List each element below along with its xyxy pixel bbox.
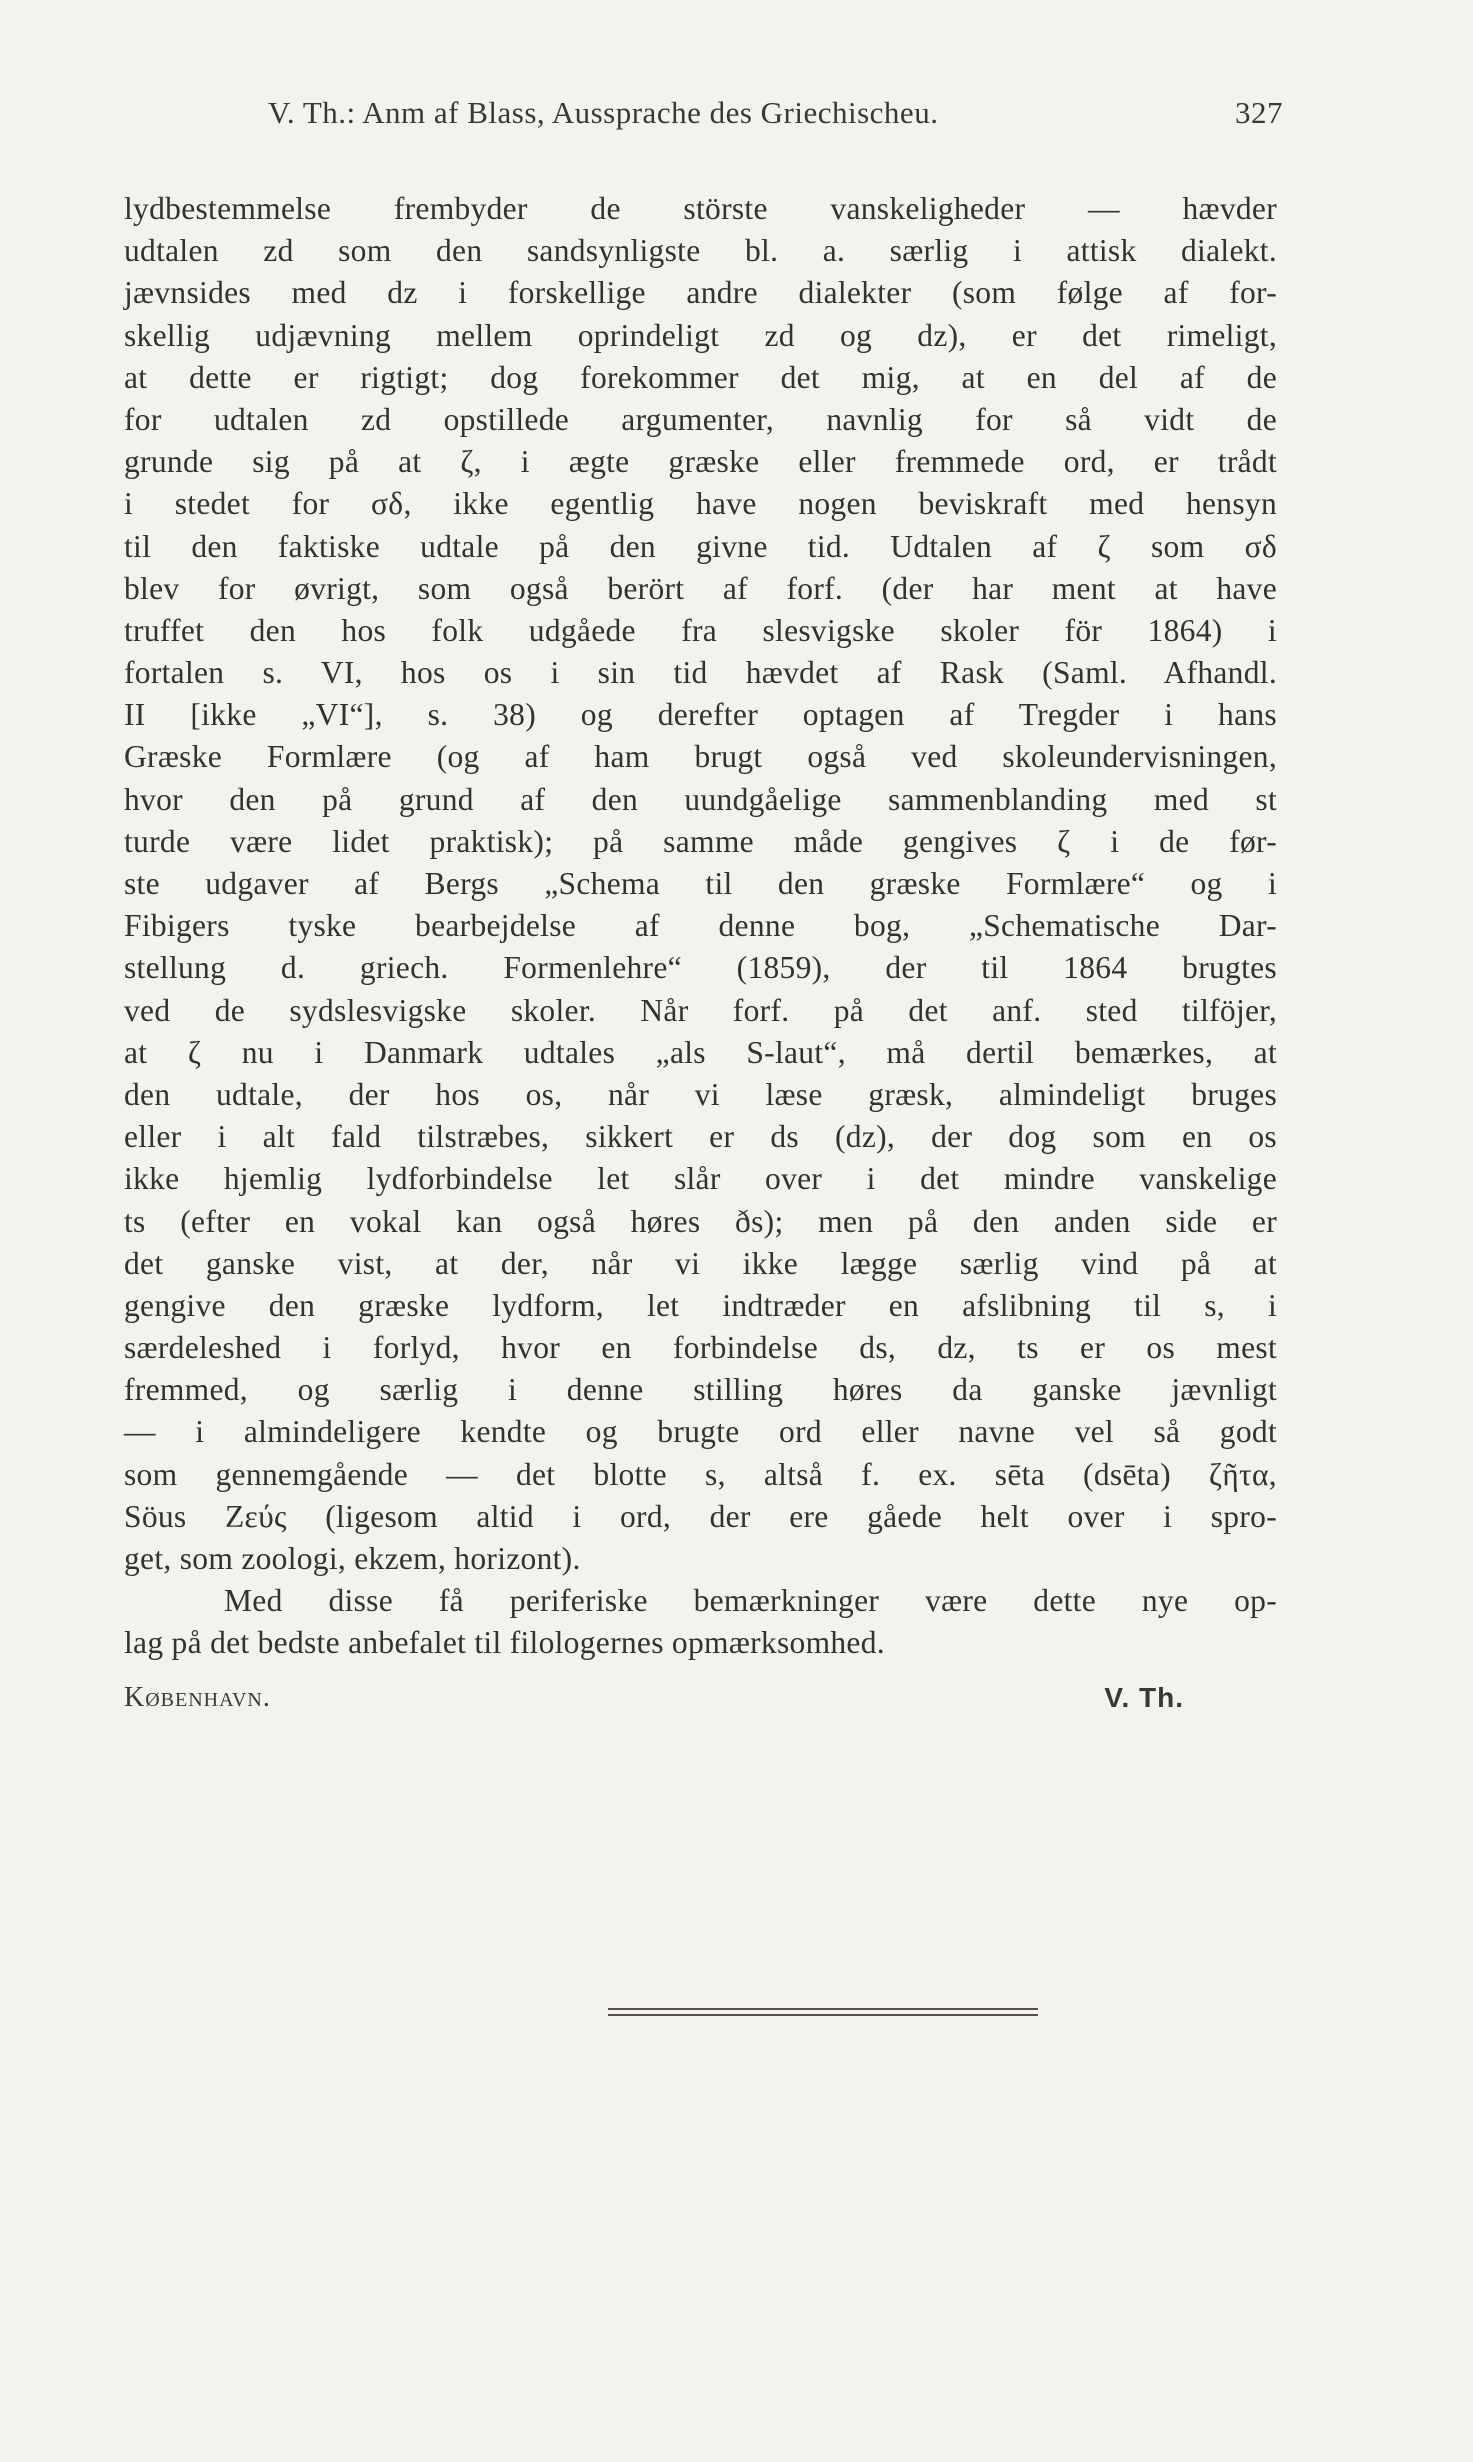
text-line: blev for øvrigt, som også berört af forf. (der har ment at have — [124, 570, 1277, 606]
text-line: fremmed, og særlig i denne stilling høres da ganske jævnligt — [124, 1372, 1277, 1408]
signature — [124, 1682, 1184, 1724]
page-number: 327 — [1235, 95, 1283, 130]
signature-place: København. — [124, 1682, 271, 1713]
text-line: get, som zoologi, ekzem, horizont). — [124, 1541, 581, 1576]
text-line: ved de sydslesvigske skoler. Når forf. på det anf. sted tilföjer, — [124, 992, 1277, 1028]
text-line: til den faktiske udtale på den givne tid. Udtalen af ζ som σδ — [124, 528, 1277, 564]
text-line: udtalen zd som den sandsynligste bl. a. særlig i attisk dialekt. — [124, 233, 1277, 269]
text-line: i stedet for σδ, ikke egentlig have nogen beviskraft med hensyn — [124, 486, 1277, 522]
text-line: ikke hjemlig lydforbindelse let slår over i det mindre vanskelige — [124, 1161, 1277, 1197]
text-line: hvor den på grund af den uundgåelige sammenblanding med st — [124, 781, 1277, 817]
text-line: særdeleshed i forlyd, hvor en forbindelse ds, dz, ts er os mest — [124, 1330, 1277, 1366]
text-line: den udtale, der hos os, når vi læse græsk, almindeligt bruges — [124, 1076, 1277, 1112]
text-line: at ζ nu i Danmark udtales „als S-laut“, må dertil bemærkes, at — [124, 1034, 1277, 1070]
text-line: Græske Formlære (og af ham brugt også ved skoleundervisningen, — [124, 739, 1277, 775]
text-line: gengive den græske lydform, let indtræder en afslibning til s, i — [124, 1287, 1277, 1323]
text-line: truffet den hos folk udgåede fra slesvigske skoler för 1864) i — [124, 612, 1277, 648]
text-line: at dette er rigtigt; dog forekommer det mig, at en del af de — [124, 359, 1277, 395]
running-head-title: V. Th.: Anm af Blass, Aussprache des Griechischeu. — [268, 95, 939, 130]
text-line: jævnsides med dz i forskellige andre dialekter (som følge af for- — [124, 275, 1277, 311]
signature-author: V. Th. — [1104, 1682, 1184, 1713]
text-line: — i almindeligere kendte og brugte ord eller navne vel så godt — [124, 1414, 1277, 1450]
text-line: det ganske vist, at der, når vi ikke lægge særlig vind på at — [124, 1245, 1277, 1281]
text-line: ste udgaver af Bergs „Schema til den græske Formlære“ og i — [124, 866, 1277, 901]
text-line: for udtalen zd opstillede argumenter, navnlig for så vidt de — [124, 401, 1277, 437]
text-line: Med disse få periferiske bemærkninger være dette nye op- — [224, 1583, 1277, 1619]
text-line: II [ikke „VI“], s. 38) og derefter optagen af Tregder i hans — [124, 697, 1277, 733]
section-divider — [608, 2014, 1038, 2016]
text-line: Fibigers tyske bearbejdelse af denne bog, „Schematische Dar- — [124, 908, 1277, 944]
text-line: grunde sig på at ζ, i ægte græske eller fremmede ord, er trådt — [124, 444, 1277, 480]
text-line: lag på det bedste anbefalet til filologernes opmærksomhed. — [124, 1625, 885, 1661]
running-head — [268, 95, 1283, 131]
text-line: lydbestemmelse frembyder de störste vanskeligheder — hævder — [124, 191, 1277, 226]
text-line: skellig udjævning mellem oprindeligt zd og dz), er det rimeligt, — [124, 317, 1277, 353]
text-line: fortalen s. VI, hos os i sin tid hævdet af Rask (Saml. Afhandl. — [124, 655, 1277, 691]
section-divider — [608, 2008, 1038, 2010]
text-line: turde være lidet praktisk); på samme måde gengives ζ i de før- — [124, 823, 1277, 859]
text-line: eller i alt fald tilstræbes, sikkert er ds (dz), der dog som en os — [124, 1119, 1277, 1155]
text-line: ts (efter en vokal kan også høres ðs); men på den anden side er — [124, 1203, 1277, 1239]
text-line: som gennemgående — det blotte s, altså f. ex. sēta (dsēta) ζῆτα, — [124, 1456, 1277, 1492]
body-text — [124, 188, 1277, 1665]
text-line: Söus Ζεύς (ligesom altid i ord, der ere gåede helt over i spro- — [124, 1498, 1277, 1534]
text-line: stellung d. griech. Formenlehre“ (1859), der til 1864 brugtes — [124, 950, 1277, 986]
